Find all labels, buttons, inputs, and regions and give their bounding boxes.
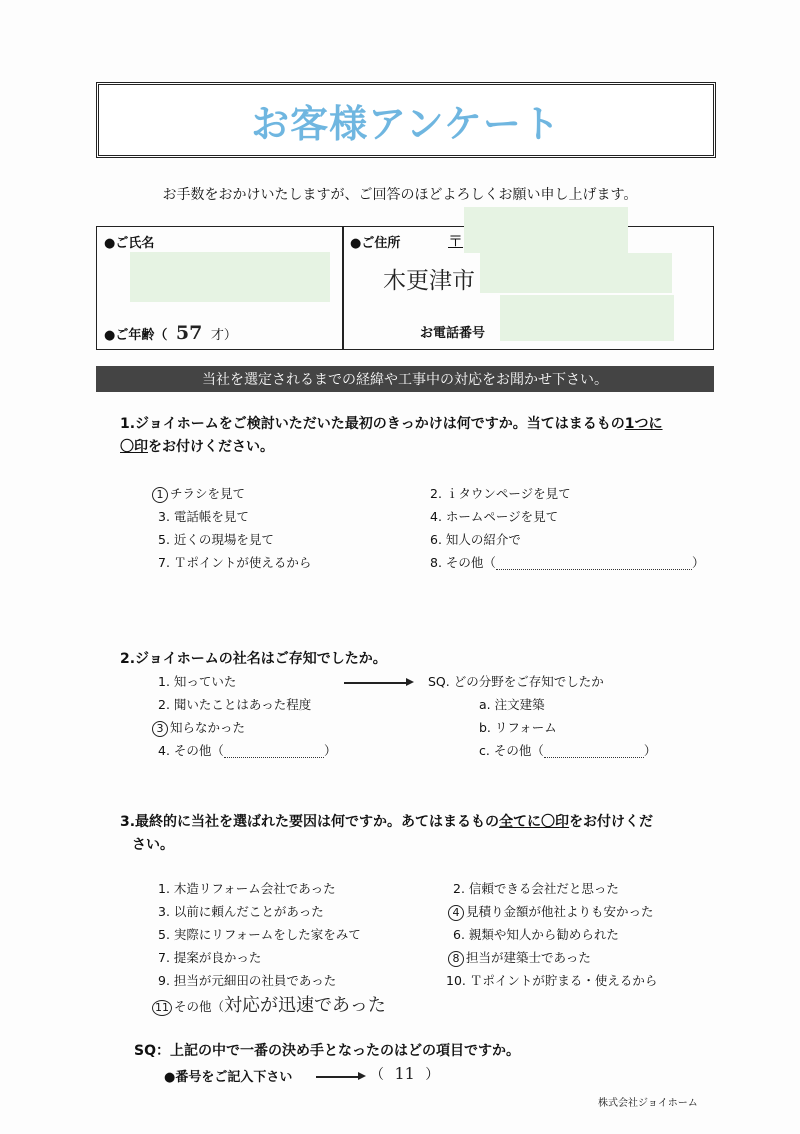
- selected-circle-icon: 11: [152, 1000, 172, 1016]
- close-paren: ）: [643, 743, 657, 758]
- option-number: 6.: [430, 532, 442, 547]
- q3-option-5[interactable]: [158, 923, 361, 946]
- arrow-right-icon: [358, 1072, 366, 1080]
- q3-line2: さい。: [132, 837, 174, 853]
- q1-option-3[interactable]: [158, 505, 249, 528]
- close-paren: ）: [323, 743, 337, 758]
- option-label: 電話帳を見て: [173, 509, 249, 524]
- option-number: 5.: [158, 927, 170, 942]
- address-value[interactable]: 木更津市: [383, 268, 475, 294]
- option-label: 聞いたことはあった程度: [173, 697, 312, 712]
- option-label: その他（: [445, 555, 496, 570]
- selected-circle-icon: 1: [152, 487, 168, 503]
- option-label: その他（: [174, 999, 225, 1014]
- q2-option-2[interactable]: [158, 693, 311, 716]
- q1-question: [120, 413, 720, 459]
- option-number: 8.: [430, 555, 442, 570]
- final-sq-answer-field[interactable]: [370, 1064, 439, 1084]
- age-label: ●ご年齢（: [104, 328, 168, 343]
- page-title: お客様アンケート: [251, 101, 561, 146]
- option-number: 6.: [453, 927, 465, 942]
- q1-suffix: をお付けください。: [148, 439, 274, 455]
- q1-prefix: 1.ジョイホームをご検討いただいた最初のきっかけは何ですか。当てはまるもの: [120, 416, 625, 432]
- q1-other-blank[interactable]: [496, 557, 692, 570]
- title-box: [96, 82, 716, 158]
- arrow-right-icon: [406, 678, 414, 686]
- option-label: 実際にリフォームをした家をみて: [173, 927, 361, 942]
- option-number: 4.: [430, 509, 442, 524]
- option-label: 信頼できる会社だと思った: [468, 881, 619, 896]
- q2-other-blank[interactable]: [224, 745, 324, 758]
- q1-option-5[interactable]: [158, 528, 274, 551]
- close-paren: ）: [691, 555, 705, 570]
- q2-option-1[interactable]: [158, 670, 236, 693]
- final-sq-label: ●番号をご記入下さい: [164, 1070, 293, 1085]
- q1-option-8[interactable]: [430, 551, 704, 574]
- option-number: 7.: [158, 555, 170, 570]
- q3-prefix: 3.最終的に当社を選ばれた要因は何ですか。あてはまるもの: [120, 814, 500, 830]
- option-label: 見積り金額が他社よりも安かった: [466, 904, 654, 919]
- open-paren: （: [370, 1067, 384, 1083]
- q3-option-10[interactable]: [446, 969, 657, 992]
- q2-option-4[interactable]: [158, 739, 336, 762]
- selected-circle-icon: 8: [448, 951, 464, 967]
- address-label: ●ご住所: [350, 236, 401, 251]
- option-label: 親類や知人から勧められた: [468, 927, 619, 942]
- option-number: 9.: [158, 973, 170, 988]
- q2-option-3[interactable]: [152, 716, 245, 739]
- option-label: その他（: [493, 743, 544, 758]
- age-row: [104, 322, 237, 344]
- option-number: 4.: [158, 743, 170, 758]
- company-footer: 株式会社ジョイホーム: [598, 1098, 698, 1109]
- q1-option-1[interactable]: [152, 482, 245, 505]
- option-label: 以前に頼んだことがあった: [173, 904, 324, 919]
- name-label: ●ご氏名: [104, 236, 155, 251]
- phone-label: お電話番号: [420, 326, 486, 341]
- phone-redaction: [500, 295, 674, 341]
- q1-option-6[interactable]: [430, 528, 521, 551]
- close-paren: ）: [425, 1067, 440, 1083]
- option-label: Ｔポイントが使えるから: [173, 555, 312, 570]
- option-label: チラシを見て: [170, 486, 246, 501]
- q2-sub-option-c[interactable]: [479, 739, 656, 762]
- q1-option-2[interactable]: [430, 482, 571, 505]
- option-label: 木造リフォーム会社であった: [173, 881, 336, 896]
- q3-underline: 全てに〇印: [499, 814, 570, 830]
- q3-option-7[interactable]: [158, 946, 261, 969]
- option-label: 注文建築: [494, 697, 545, 712]
- option-label: その他（: [173, 743, 224, 758]
- q3-option-9[interactable]: [158, 969, 336, 992]
- option-number: c.: [479, 743, 490, 758]
- option-label: 知人の紹介で: [445, 532, 521, 547]
- arrow-line: [344, 682, 406, 684]
- q3-option-4[interactable]: [448, 900, 654, 923]
- intro-text: お手数をおかけいたしますが、ご回答のほどよろしくお願い申し上げます。: [162, 187, 638, 203]
- option-label: ｉタウンページを見て: [445, 486, 571, 501]
- option-label: ホームページを見て: [445, 509, 559, 524]
- option-number: 2.: [430, 486, 442, 501]
- q3-option-2[interactable]: [453, 877, 619, 900]
- q3-option-6[interactable]: [453, 923, 619, 946]
- postal-redaction: [464, 207, 628, 253]
- age-value[interactable]: 57: [175, 322, 203, 344]
- q2-sub-option-a[interactable]: [479, 693, 545, 716]
- q1-option-4[interactable]: [430, 505, 558, 528]
- q2-sub-other-blank[interactable]: [544, 745, 644, 758]
- option-label: 担当が元細田の社員であった: [173, 973, 337, 988]
- address-redaction: [480, 253, 672, 293]
- option-number: 2.: [158, 697, 170, 712]
- final-sq-question: SQ：上記の中で一番の決め手となったのはどの項目ですか。: [134, 1043, 520, 1059]
- option-label: Ｔポイントが貯まる・使えるから: [469, 973, 658, 988]
- option-label: リフォーム: [494, 720, 557, 735]
- option-number: 3.: [158, 509, 170, 524]
- option-number: 5.: [158, 532, 170, 547]
- q3-option-8[interactable]: [448, 946, 591, 969]
- option-label: 提案が良かった: [173, 950, 262, 965]
- section-banner: 当社を選定されるまでの経緯や工事中の対応をお聞かせ下さい。: [96, 366, 714, 392]
- option-number: 10.: [446, 973, 466, 988]
- option-label: 知っていた: [173, 674, 237, 689]
- q1-option-7[interactable]: [158, 551, 311, 574]
- q3-question: [120, 811, 740, 857]
- postal-mark: 〒: [448, 232, 464, 250]
- q1-underline-one: 1つに: [624, 416, 663, 432]
- option-label: 知らなかった: [170, 720, 246, 735]
- option-number: 3.: [158, 904, 170, 919]
- option-number: 1.: [158, 881, 170, 896]
- q1-underline-circle: 〇印: [120, 439, 148, 455]
- arrow-line: [316, 1076, 358, 1078]
- q2-sub-option-b[interactable]: [479, 716, 557, 739]
- age-suffix: 才）: [210, 328, 237, 343]
- info-divider: [342, 226, 344, 350]
- option-label: 近くの現場を見て: [173, 532, 274, 547]
- q3-option-3[interactable]: [158, 900, 324, 923]
- option-number: 2.: [453, 881, 465, 896]
- final-sq-answer: 11: [394, 1064, 415, 1083]
- option-number: 7.: [158, 950, 170, 965]
- option-number: 1.: [158, 674, 170, 689]
- q3-option-11[interactable]: [152, 994, 386, 1018]
- name-redaction: [130, 252, 330, 302]
- q2-sq-question: SQ. どの分野をご存知でしたか: [428, 674, 604, 689]
- q3-other-answer[interactable]: 対応が迅速であった: [224, 995, 386, 1016]
- q2-question: 2.ジョイホームの社名はご存知でしたか。: [120, 651, 387, 667]
- option-label: 担当が建築士であった: [466, 950, 591, 965]
- option-number: a.: [479, 697, 491, 712]
- selected-circle-icon: 3: [152, 721, 168, 737]
- q3-suffix: をお付けくだ: [569, 814, 654, 830]
- option-number: b.: [479, 720, 491, 735]
- selected-circle-icon: 4: [448, 905, 464, 921]
- q3-option-1[interactable]: [158, 877, 336, 900]
